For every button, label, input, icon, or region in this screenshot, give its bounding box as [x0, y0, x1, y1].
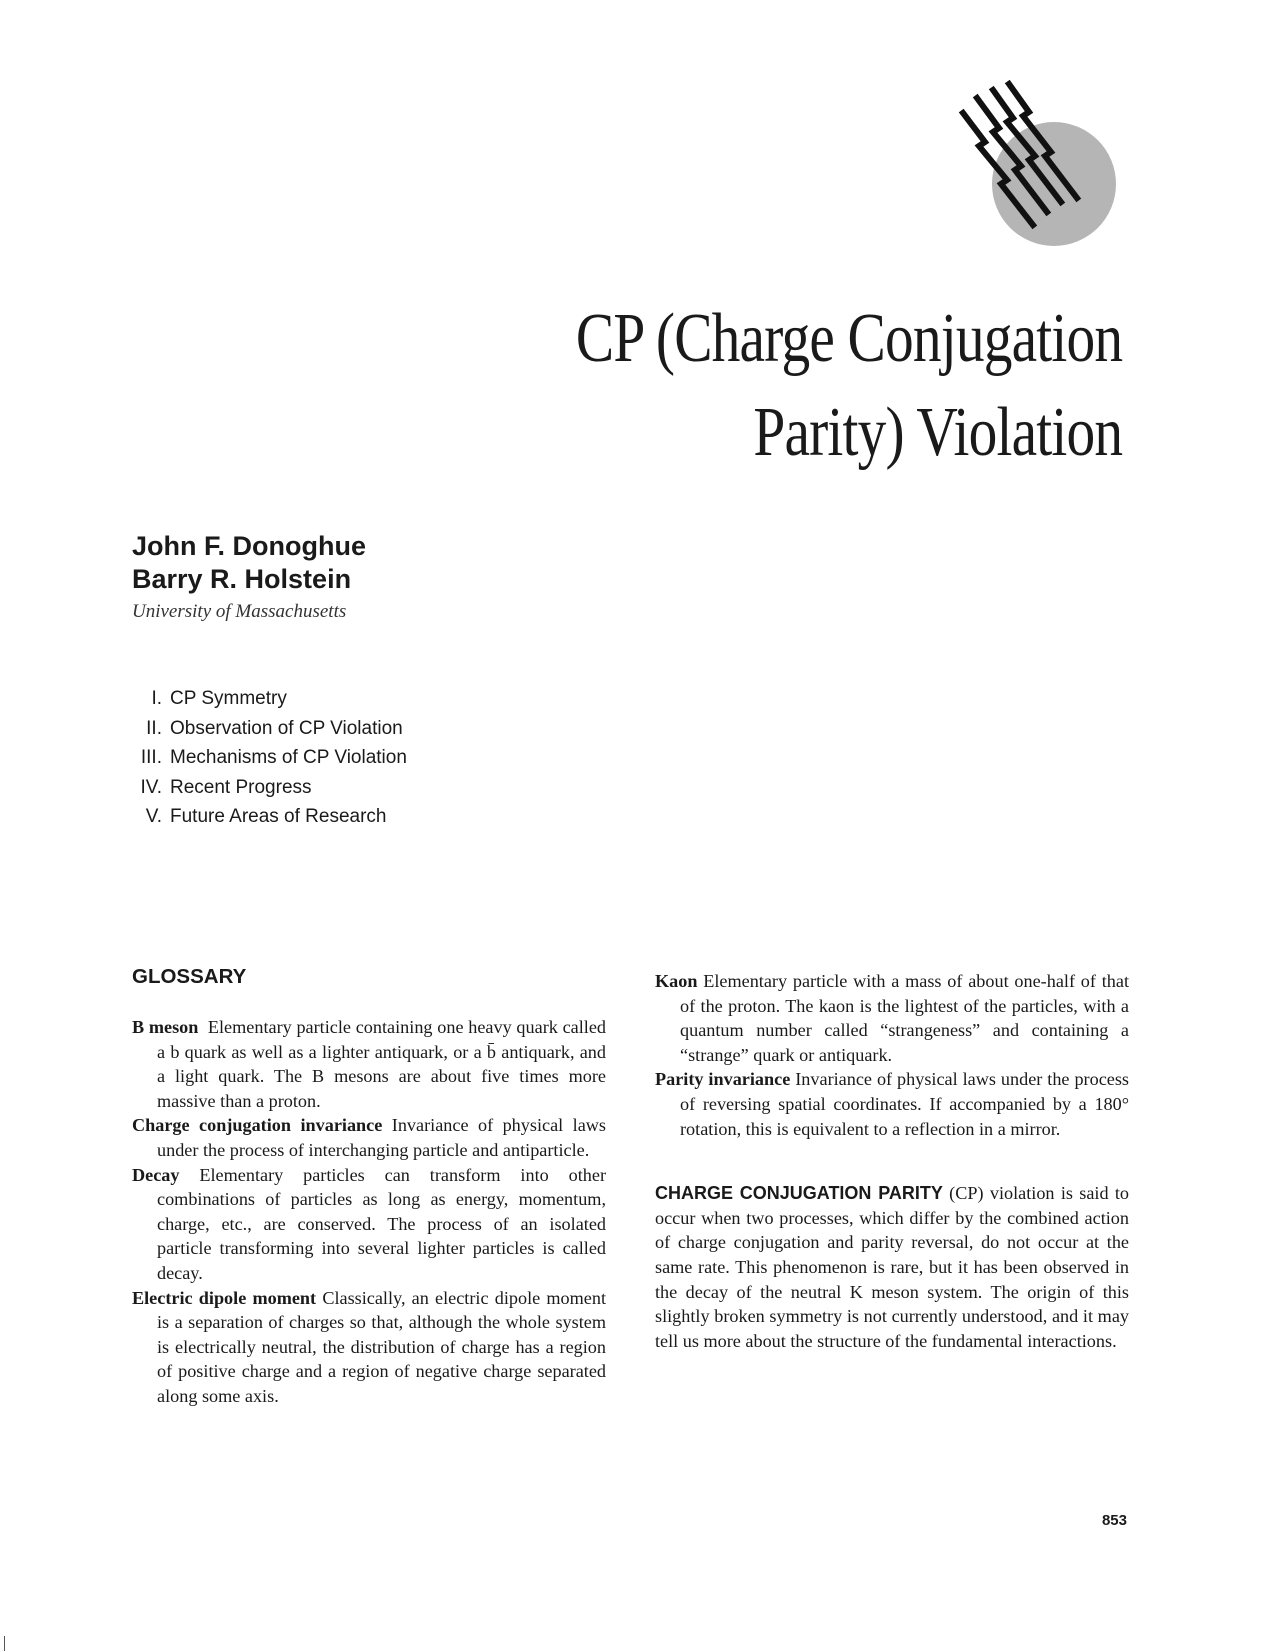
- outline-label: Future Areas of Research: [170, 806, 387, 827]
- glossary-term: B meson: [132, 1017, 199, 1037]
- outline-label: Observation of CP Violation: [170, 717, 403, 739]
- outline-label: CP Symmetry: [170, 688, 287, 709]
- glossary-term: Charge conjugation invariance: [132, 1115, 383, 1136]
- glossary-entry: [655, 969, 1129, 1067]
- outline-number: I.: [151, 688, 162, 709]
- glossary-definition: Elementary particle containing one heavy quark called a b quark as well as a lighter antiquark, or a b̄ antiquark, and a light quark. The B mesons are about five times more massive than a proton.: [157, 1017, 607, 1111]
- author-name: Barry R. Holstein: [132, 564, 352, 594]
- article-title: [576, 292, 1122, 480]
- glossary-entry: [132, 1286, 606, 1409]
- glossary-entry: [132, 1163, 606, 1286]
- intro-paragraph: [655, 1181, 1129, 1353]
- outline-item: [132, 743, 407, 773]
- intro-lead: CHARGE CONJUGATION PARITY: [655, 1183, 943, 1204]
- glossary-definition: Elementary particles can transform into other combinations of particles as long as energy, momentum, charge, etc., are conserved. The process of an isolated particle transforming into several lighter particles is called decay.: [157, 1164, 606, 1283]
- page-number: 853: [1101, 1512, 1127, 1529]
- glossary-term: Parity invariance: [655, 1069, 791, 1090]
- article-outline: [132, 684, 407, 832]
- author-affiliation: University of Massachusetts: [132, 601, 347, 622]
- glossary-term: Kaon: [655, 971, 698, 991]
- crop-mark: [4, 1636, 5, 1651]
- glossary-column-right: [655, 969, 1129, 1353]
- author-block: [132, 530, 366, 623]
- glossary-entry: [132, 1113, 606, 1162]
- intro-text: (CP) violation is said to occur when two processes, which differ by the combined action of charge conjugation and parity reversal, do not occur at the same rate. This phenomenon is rare, but it has been observed in the decay of the neutral K meson system. The origin of this slightly broken symmetry is not currently understood, and it may tell us more about the structure of the fundamental interactions.: [655, 1183, 1130, 1351]
- outline-number: II.: [146, 717, 162, 739]
- outline-label: Mechanisms of CP Violation: [170, 747, 407, 768]
- outline-item: [132, 714, 407, 744]
- glossary-definition: Elementary particle with a mass of about one-half of that of the proton. The kaon is the lightest of the particles, with a quantum number called “strangeness” and containing a “strange” quark or antiquark.: [680, 971, 1130, 1065]
- outline-item: [132, 802, 407, 832]
- glossary-definition: Invariance of physical laws under the process of reversing spatial coordinates. If accompanied by a 180° rotation, this is equivalent to a reflection in a mirror.: [680, 1069, 1130, 1139]
- title-line: Parity) Violation: [753, 394, 1122, 471]
- glossary-term: Decay: [132, 1164, 180, 1185]
- lightning-bolts-circle-icon: [955, 80, 1135, 270]
- outline-number: V.: [145, 806, 162, 827]
- glossary-definition: Classically, an electric dipole moment is a separation of charges so that, although the whole system is electrically neutral, the distribution of charge has a region of positive charge and a region of negative charge separated along some axis.: [157, 1287, 606, 1406]
- outline-item: [132, 773, 407, 803]
- author-name: John F. Donoghue: [132, 531, 366, 561]
- glossary-term: Electric dipole moment: [132, 1287, 317, 1308]
- outline-item: [132, 684, 407, 714]
- glossary-entry: [655, 1067, 1129, 1141]
- glossary-heading: GLOSSARY: [132, 965, 247, 988]
- outline-number: IV.: [140, 776, 162, 798]
- title-line: CP (Charge Conjugation: [575, 300, 1122, 377]
- glossary-entry: [132, 1015, 606, 1113]
- outline-label: Recent Progress: [170, 776, 312, 798]
- glossary-definition: Invariance of physical laws under the process of interchanging particle and antiparticle.: [157, 1115, 606, 1160]
- outline-number: III.: [140, 747, 162, 768]
- glossary-column-left: [132, 964, 606, 1409]
